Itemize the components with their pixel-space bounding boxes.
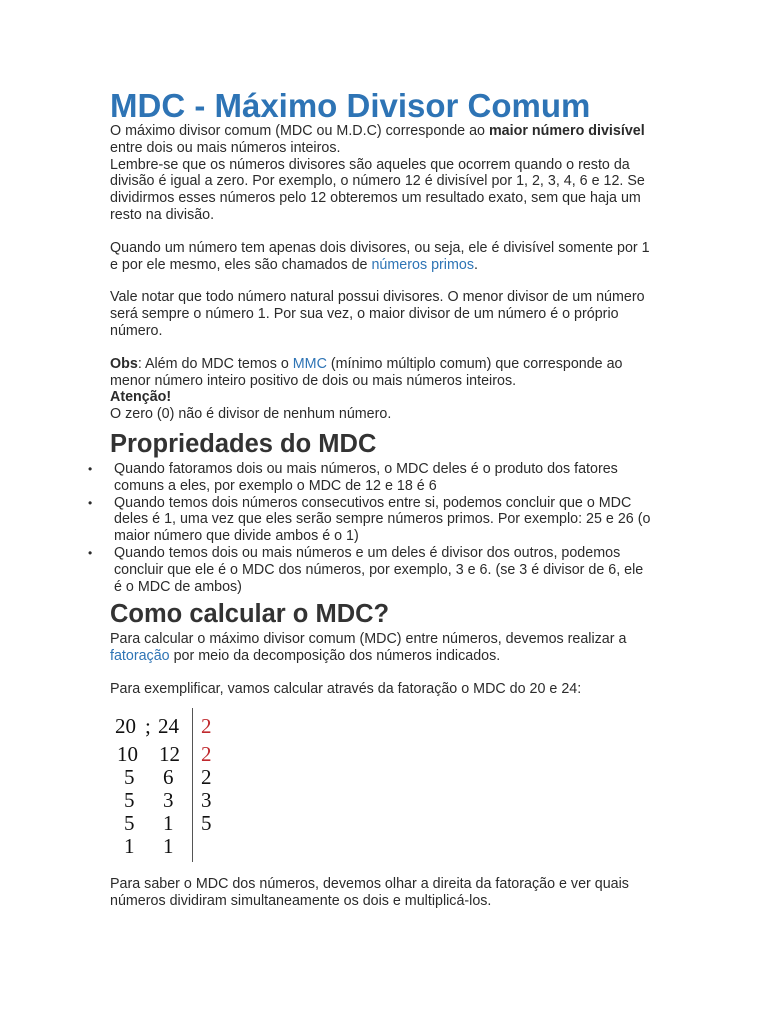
intro-paragraph-3 [110, 240, 655, 274]
mmc-link[interactable]: MMC [292, 355, 327, 372]
bullet-icon: • [88, 461, 93, 476]
factorization-row [112, 834, 232, 858]
factor-value-a: 10 [117, 742, 138, 766]
calc-paragraph-3: Para saber o MDC dos números, devemos olhar a direita da fatoração e ver quais números dividiram simultaneamente os dois e multiplicá-los. [110, 876, 629, 909]
primos-link[interactable]: números primos [371, 256, 474, 273]
factor-value-b: 3 [163, 788, 174, 812]
factor-value-a: 5 [124, 765, 135, 789]
intro-text: entre dois ou mais números inteiros. [110, 139, 341, 156]
factor-value-b: 24 [158, 714, 179, 738]
list-item-text: Quando temos dois números consecutivos entre si, podemos concluir que o MDC deles é 1, uma vez que eles serão sempre números primos. Por exemplo: 25 e 26 (o maior número que divide ambos é o 1) [114, 494, 651, 545]
section-heading-propriedades: Propriedades do MDC [110, 429, 377, 458]
factor-separator: ; [145, 714, 151, 738]
calc-paragraph-2: Para exemplificar, vamos calcular através da fatoração o MDC do 20 e 24: [110, 680, 582, 697]
bullet-icon: • [88, 545, 93, 560]
factorization-row [112, 765, 232, 789]
intro-paragraph-1 [110, 123, 655, 157]
factor-value-a: 20 [115, 714, 136, 738]
factor-value-b: 12 [159, 742, 180, 766]
list-item-text: Quando temos dois ou mais números e um deles é divisor dos outros, podemos concluir que ele é o MDC dos números, por exemplo, 3 e 6. (se 3 é divisor de 6, ele é o MDC de ambos) [114, 544, 644, 595]
intro-text: . [473, 256, 478, 273]
factorization-row [112, 811, 232, 835]
list-item-text: Quando fatoramos dois ou mais números, o MDC deles é o produto dos fatores comuns a eles, por exemplo o MDC de 12 e 18 é 6 [114, 460, 618, 494]
factorization-table [112, 706, 232, 862]
document-page [88, 86, 655, 698]
factor-divisor: 2 [201, 765, 212, 789]
intro-paragraph-2: Lembre-se que os números divisores são aqueles que ocorrem quando o resto da divisão é igual a zero. Por exemplo, o número 12 é divisível por 1, 2, 3, 4, 6 e 12. Se dividirmos esses números pelo 12 obteremos um resultado exato, sem que haja um resto na divisão. [110, 156, 645, 223]
calc-paragraph-1 [110, 631, 655, 665]
section-heading-como-calcular: Como calcular o MDC? [110, 600, 390, 629]
intro-text: Quando um número tem apenas dois divisores, ou seja, ele é divisível somente por 1 e por ele mesmo, eles são chamados de [110, 239, 650, 273]
factorization-row [112, 714, 232, 738]
list-item [88, 494, 655, 545]
factor-value-b: 1 [163, 834, 174, 858]
factor-divisor: 2 [201, 742, 212, 766]
atencao-text: O zero (0) não é divisor de nenhum número. [110, 406, 392, 423]
intro-bold-text: maior número divisível [488, 123, 645, 139]
list-item [88, 544, 655, 595]
atencao-label [110, 389, 655, 406]
obs-label: Obs [110, 355, 138, 372]
obs-paragraph [110, 356, 655, 390]
intro-text: O máximo divisor comum (MDC ou M.D.C) corresponde ao [110, 123, 489, 139]
bullet-icon: • [88, 495, 93, 510]
factor-value-a: 1 [124, 834, 135, 858]
factor-value-a: 5 [124, 788, 135, 812]
factor-value-b: 6 [163, 765, 174, 789]
obs-text: : Além do MDC temos o [137, 355, 293, 372]
factor-value-a: 5 [124, 811, 135, 835]
factor-divisor: 2 [201, 714, 212, 738]
factor-divisor: 3 [201, 788, 212, 812]
intro-paragraph-4: Vale notar que todo número natural possui divisores. O menor divisor de um número será sempre o número 1. Por sua vez, o maior divisor de um número é o próprio número. [110, 289, 645, 339]
factorization-row [112, 788, 232, 812]
calc-text: Para calcular o máximo divisor comum (MDC) entre números, devemos realizar a [110, 631, 627, 648]
atencao-bold: Atenção! [110, 389, 172, 406]
factorization-row [112, 742, 232, 766]
page-title: MDC - Máximo Divisor Comum [110, 87, 591, 124]
factor-divisor: 5 [201, 811, 212, 835]
calc-text: por meio da decomposição dos números indicados. [169, 648, 501, 665]
factor-value-b: 1 [163, 811, 174, 835]
properties-list [88, 460, 655, 595]
list-item [88, 460, 655, 495]
fatoracao-link[interactable]: fatoração [110, 648, 170, 665]
obs-text: (mínimo múltiplo comum) que corresponde ao menor número inteiro positivo de dois ou mais números inteiros. [110, 355, 623, 389]
